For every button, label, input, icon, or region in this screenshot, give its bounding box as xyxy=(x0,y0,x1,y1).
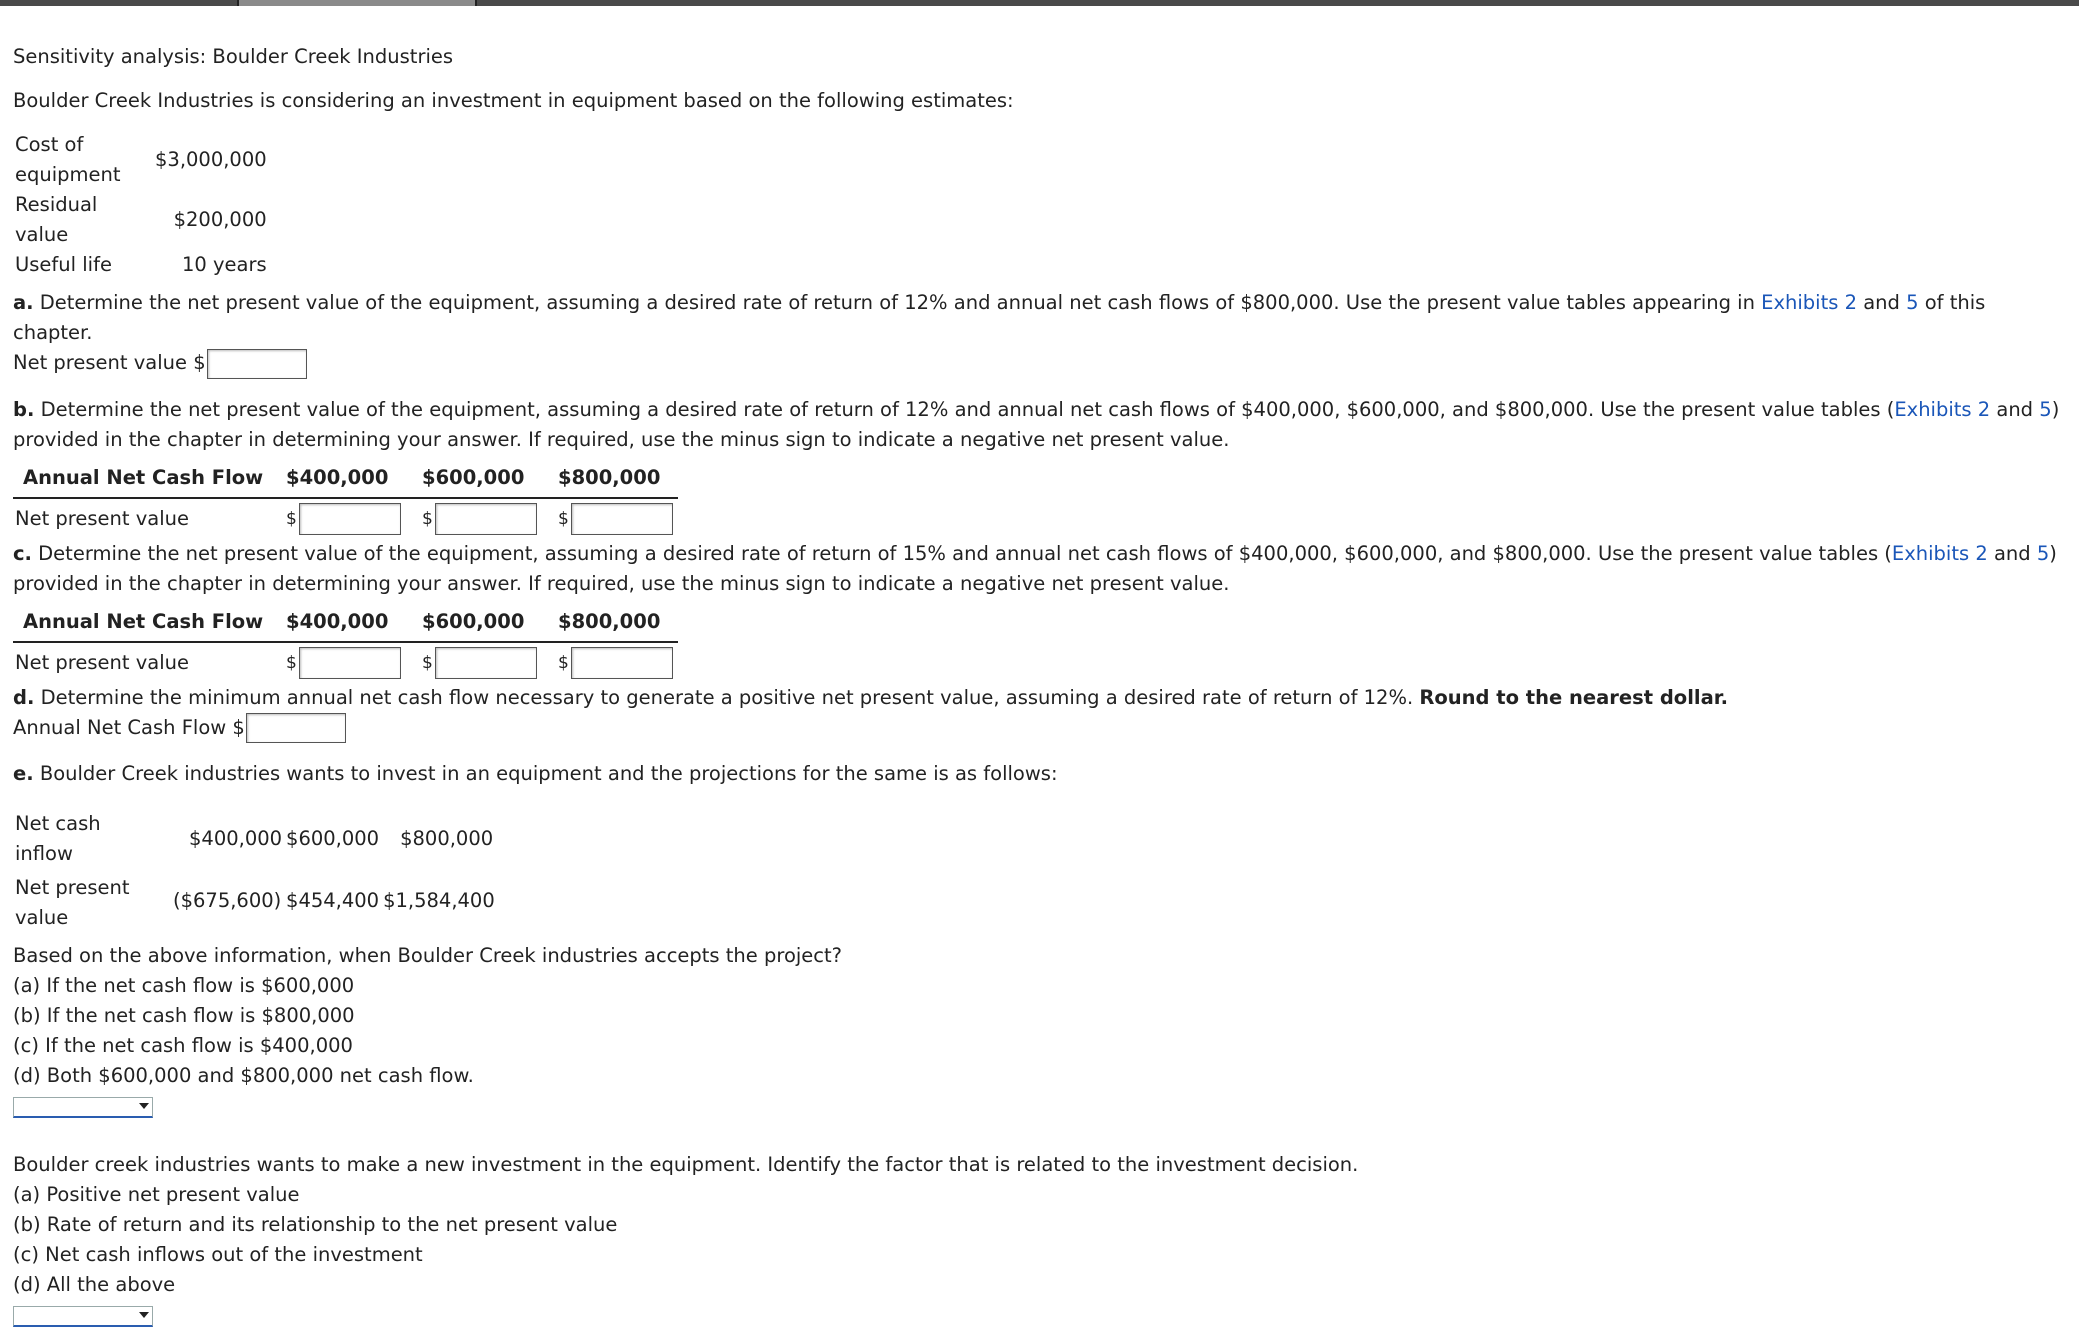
npv-input-group xyxy=(558,647,673,679)
exhibit-2-link[interactable]: Exhibits 2 xyxy=(1891,541,1988,565)
option-item: (d) All the above xyxy=(13,1273,176,1296)
part-c-question xyxy=(13,539,2065,599)
npv-input-400000[interactable] xyxy=(299,503,401,535)
row-label-line: value xyxy=(15,906,69,929)
column-header: Annual Net Cash Flow xyxy=(13,607,286,642)
table-row xyxy=(13,642,678,679)
dollar-sign: $ xyxy=(286,508,297,529)
question-content xyxy=(13,42,2065,1327)
estimate-value: $200,000 xyxy=(173,208,267,231)
npv-input-group xyxy=(422,503,537,535)
question-text: Determine the net present value of the equipment, assuming a desired rate of return of 15% and annual net cash flows of $400,000, $600,000, and $800,000. Use the present value tables ( xyxy=(31,541,1892,565)
part-b-question xyxy=(13,395,2065,455)
part-d-question xyxy=(13,683,2065,713)
npv-input-400000[interactable] xyxy=(299,647,401,679)
chevron-down-icon xyxy=(139,1103,149,1109)
answer-label: Annual Net Cash Flow $ xyxy=(13,715,245,739)
estimate-label: Residual value xyxy=(15,193,98,246)
npv-cell xyxy=(286,498,422,535)
estimate-label-line: Cost of xyxy=(15,133,84,156)
table-row xyxy=(15,869,495,933)
dollar-sign: $ xyxy=(558,508,569,529)
dollar-sign: $ xyxy=(286,652,297,673)
estimate-row-life xyxy=(15,250,267,280)
option-item: (d) Both $600,000 and $800,000 net cash flow. xyxy=(13,1064,474,1087)
question-text: ) provided in the chapter in determining your answer. If required, use the minus sign to indicate a negative net present value. xyxy=(13,397,2060,451)
chevron-down-icon xyxy=(139,1312,149,1318)
row-label-line: Net present xyxy=(15,876,130,899)
row-label-line: inflow xyxy=(15,842,73,865)
npv-cell xyxy=(422,498,558,535)
dollar-sign: $ xyxy=(558,652,569,673)
page-title: Sensitivity analysis: Boulder Creek Industries xyxy=(13,45,454,68)
intro-text: Boulder Creek Industries is considering an investment in equipment based on the following estimates: xyxy=(13,89,1014,112)
question-text: Determine the net present value of the equipment, assuming a desired rate of return of 12% and annual net cash flows of $800,000. Use the present value tables appearing in xyxy=(33,291,1762,314)
part-e-question xyxy=(13,759,2065,789)
question-text: of this chapter. xyxy=(13,291,1986,344)
part-letter: c. xyxy=(13,541,32,565)
part-b-npv-table xyxy=(13,463,678,535)
question-text: Determine the minimum annual net cash flow necessary to generate a positive net present value, assuming a desired rate of return of 12%. xyxy=(34,685,1420,709)
option-item: (c) If the net cash flow is $400,000 xyxy=(13,1034,353,1057)
table-cell: $800,000 xyxy=(400,827,494,850)
connector-text: and xyxy=(1857,291,1907,314)
npv-input-600000[interactable] xyxy=(435,503,537,535)
table-cell: $1,584,400 xyxy=(383,889,495,912)
part-e-answer-dropdown[interactable] xyxy=(13,1097,153,1118)
column-header: $600,000 xyxy=(422,607,558,642)
exhibit-5-link[interactable]: 5 xyxy=(2036,541,2050,565)
column-header: $600,000 xyxy=(422,463,558,498)
table-cell: ($675,600) xyxy=(173,889,282,912)
rounding-instruction: Round to the nearest dollar. xyxy=(1419,685,1728,709)
question-text: Boulder Creek industries wants to invest in an equipment and the projections for the same is as follows: xyxy=(33,762,1058,785)
exhibit-2-link[interactable]: Exhibits 2 xyxy=(1894,397,1991,421)
npv-input-group xyxy=(558,503,673,535)
question-text: Determine the net present value of the equipment, assuming a desired rate of return of 12% and annual net cash flows of $400,000, $600,000, and $800,000. Use the present value tables ( xyxy=(34,397,1895,421)
part-d-answer-row xyxy=(13,713,2065,744)
row-label: Net present value xyxy=(15,506,190,530)
estimates-table xyxy=(15,130,267,280)
dollar-sign: $ xyxy=(422,508,433,529)
table-row xyxy=(13,498,678,535)
estimate-label: Useful life xyxy=(15,253,112,276)
estimate-label xyxy=(15,130,155,190)
option-item: (b) Rate of return and its relationship to the net present value xyxy=(13,1213,618,1236)
part-f-prompt: Boulder creek industries wants to make a new investment in the equipment. Identify the factor that is related to the investment decision. xyxy=(13,1153,1359,1176)
row-label xyxy=(15,869,155,933)
dollar-sign: $ xyxy=(422,652,433,673)
estimate-value: 10 years xyxy=(181,253,267,276)
npv-input-800000[interactable] xyxy=(571,503,673,535)
connector-text: and xyxy=(1987,541,2037,565)
option-item: (a) Positive net present value xyxy=(13,1183,300,1206)
option-item: (a) If the net cash flow is $600,000 xyxy=(13,974,355,997)
part-e-prompt: Based on the above information, when Boulder Creek industries accepts the project? xyxy=(13,944,843,967)
estimate-row-cost xyxy=(15,130,267,190)
table-header-row xyxy=(13,463,678,498)
toolbar-tab[interactable] xyxy=(237,0,477,6)
npv-input-group xyxy=(286,503,401,535)
part-letter: b. xyxy=(13,397,35,421)
question-text: ) provided in the chapter in determining your answer. If required, use the minus sign to indicate a negative net present value. xyxy=(13,541,2057,595)
column-header: $400,000 xyxy=(286,463,422,498)
row-label: Net present value xyxy=(15,650,190,674)
estimate-value: $3,000,000 xyxy=(155,148,267,171)
npv-cell xyxy=(422,642,558,679)
npv-cell xyxy=(558,642,678,679)
annual-cash-flow-input[interactable] xyxy=(246,713,346,743)
part-letter: e. xyxy=(13,762,34,785)
part-f-answer-dropdown[interactable] xyxy=(13,1306,153,1327)
estimate-row-residual xyxy=(15,190,267,250)
npv-input[interactable] xyxy=(207,349,307,379)
part-a-answer-row xyxy=(13,348,2065,379)
npv-input-group xyxy=(286,647,401,679)
table-cell: $600,000 xyxy=(286,827,380,850)
npv-cell xyxy=(286,642,422,679)
answer-label: Net present value $ xyxy=(13,351,206,374)
part-a-question xyxy=(13,288,2065,348)
npv-cell xyxy=(558,498,678,535)
top-toolbar xyxy=(0,0,2079,6)
row-label xyxy=(15,809,155,869)
table-cell: $400,000 xyxy=(189,827,283,850)
column-header: Annual Net Cash Flow xyxy=(13,463,286,498)
option-item: (b) If the net cash flow is $800,000 xyxy=(13,1004,355,1027)
npv-input-600000[interactable] xyxy=(435,647,537,679)
part-c-npv-table xyxy=(13,607,678,679)
table-cell: $454,400 xyxy=(286,889,380,912)
exhibit-2-link[interactable]: Exhibits 2 xyxy=(1761,291,1857,314)
column-header: $800,000 xyxy=(558,463,678,498)
row-label-line: Net cash xyxy=(15,812,101,835)
npv-input-800000[interactable] xyxy=(571,647,673,679)
exhibit-5-link[interactable]: 5 xyxy=(1906,291,1919,314)
column-header: $800,000 xyxy=(558,607,678,642)
table-header-row xyxy=(13,607,678,642)
column-header: $400,000 xyxy=(286,607,422,642)
table-row xyxy=(15,809,495,869)
connector-text: and xyxy=(1990,397,2040,421)
projection-table xyxy=(15,809,495,933)
exhibit-5-link[interactable]: 5 xyxy=(2039,397,2052,421)
part-letter: d. xyxy=(13,685,35,709)
npv-input-group xyxy=(422,647,537,679)
part-letter: a. xyxy=(13,291,34,314)
estimate-label-line: equipment xyxy=(15,163,121,186)
option-item: (c) Net cash inflows out of the investment xyxy=(13,1243,423,1266)
